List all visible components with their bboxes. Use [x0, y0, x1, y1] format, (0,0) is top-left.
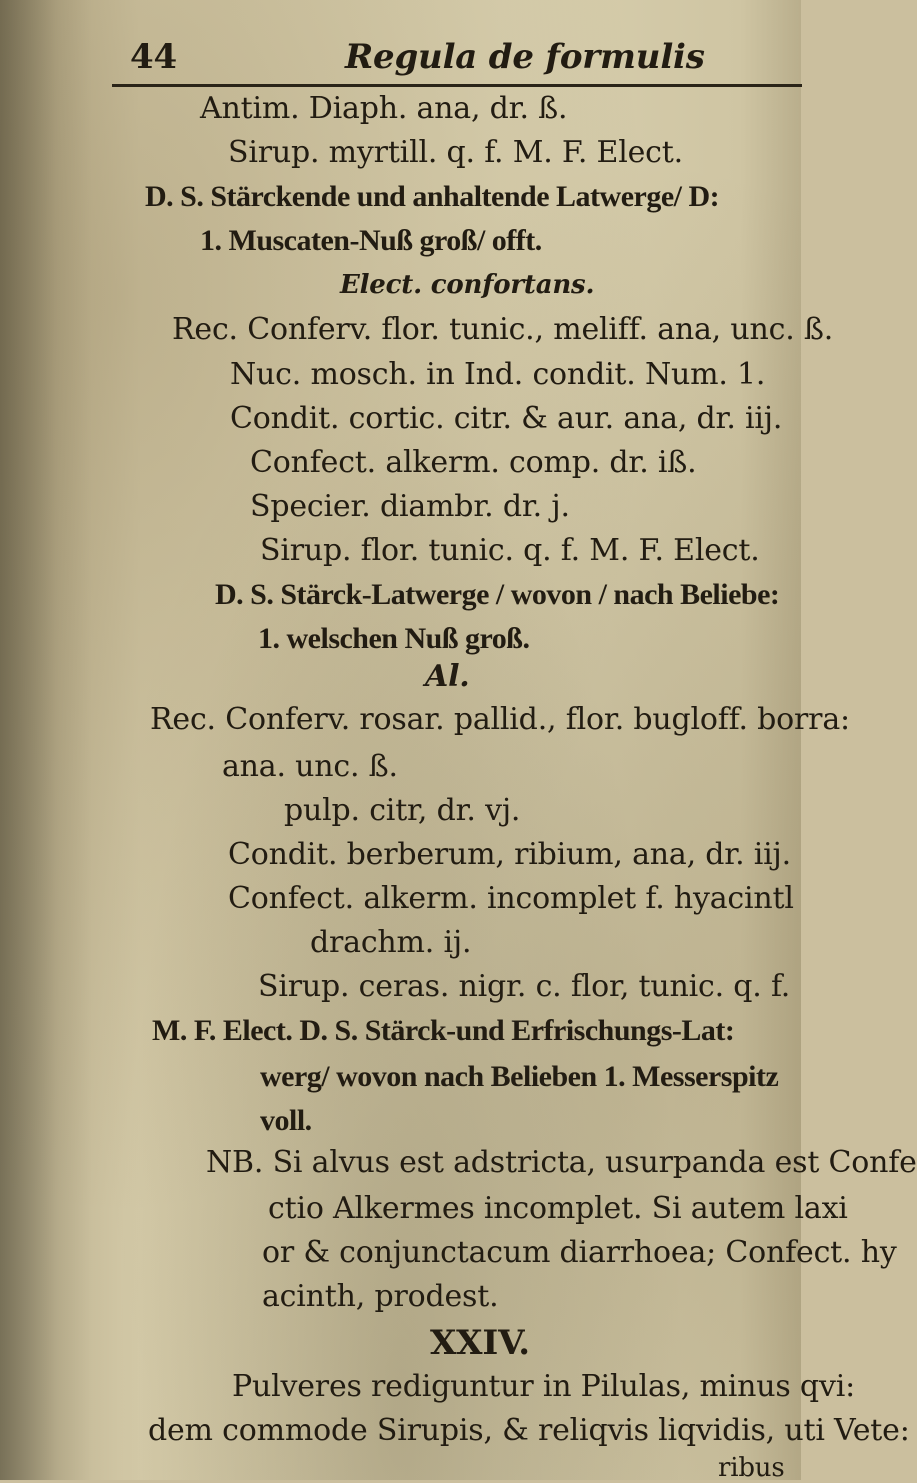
text-line-16: ana. unc. ß.: [222, 749, 398, 784]
text-line-15: Rec. Conferv. rosar. pallid., flor. bugloff. borra:: [150, 702, 850, 737]
text-line-14: Al.: [425, 659, 470, 694]
text-line-18: Condit. berberum, ribium, ana, dr. iij.: [228, 837, 791, 872]
running-title: Regula de formulis: [345, 37, 705, 77]
text-line-9: Confect. alkerm. comp. dr. iß.: [250, 445, 697, 480]
text-line-23: werg/ wovon nach Belieben 1. Messerspitz: [260, 1060, 779, 1093]
catchword: ribus: [718, 1453, 785, 1483]
text-line-22: M. F. Elect. D. S. Stärck-und Erfrischungs-Lat:: [152, 1014, 735, 1047]
text-line-21: Sirup. ceras. nigr. c. flor, tunic. q. f.: [258, 969, 791, 1004]
section-number: XXIV.: [430, 1323, 530, 1363]
text-line-19: Confect. alkerm. incomplet f. hyacintl: [228, 881, 794, 916]
text-line-13: 1. welschen Nuß groß.: [258, 622, 530, 655]
text-line-3: D. S. Stärckende und anhaltende Latwerge/ D:: [145, 180, 720, 213]
text-line-4: 1. Muscaten-Nuß groß/ offt.: [200, 224, 542, 257]
text-line-6: Rec. Conferv. flor. tunic., meliff. ana, unc. ß.: [172, 312, 834, 347]
text-line-24: voll.: [260, 1104, 312, 1137]
header-rule: [112, 84, 802, 87]
text-line-28: acinth, prodest.: [262, 1279, 499, 1314]
text-line-12: D. S. Stärck-Latwerge / wovon / nach Beliebe:: [215, 578, 780, 611]
page-number: 44: [130, 37, 177, 77]
text-line-26: ctio Alkermes incomplet. Si autem laxi: [268, 1191, 848, 1226]
text-line-17: pulp. citr, dr. vj.: [284, 793, 521, 828]
text-line-25: NB. Si alvus est adstricta, usurpanda est Confe: [206, 1145, 917, 1180]
text-line-5: Elect. confortans.: [340, 270, 595, 300]
text-line-11: Sirup. flor. tunic. q. f. M. F. Elect.: [260, 533, 760, 568]
text-line-2: Sirup. myrtill. q. f. M. F. Elect.: [228, 135, 683, 170]
text-line-7: Nuc. mosch. in Ind. condit. Num. 1.: [230, 357, 766, 392]
text-line-30: Pulveres rediguntur in Pilulas, minus qvi:: [232, 1369, 855, 1404]
text-line-20: drachm. ij.: [310, 925, 472, 960]
text-line-27: or & conjunctacum diarrhoea; Confect. hy: [262, 1235, 897, 1270]
text-line-1: Antim. Diaph. ana, dr. ß.: [200, 91, 568, 126]
page-gutter-shadow: [0, 0, 92, 1480]
text-line-10: Specier. diambr. dr. j.: [250, 489, 570, 524]
text-line-31: dem commode Sirupis, & reliqvis liqvidis, uti Vete:: [148, 1413, 910, 1448]
text-line-8: Condit. cortic. citr. & aur. ana, dr. iij.: [230, 401, 783, 436]
